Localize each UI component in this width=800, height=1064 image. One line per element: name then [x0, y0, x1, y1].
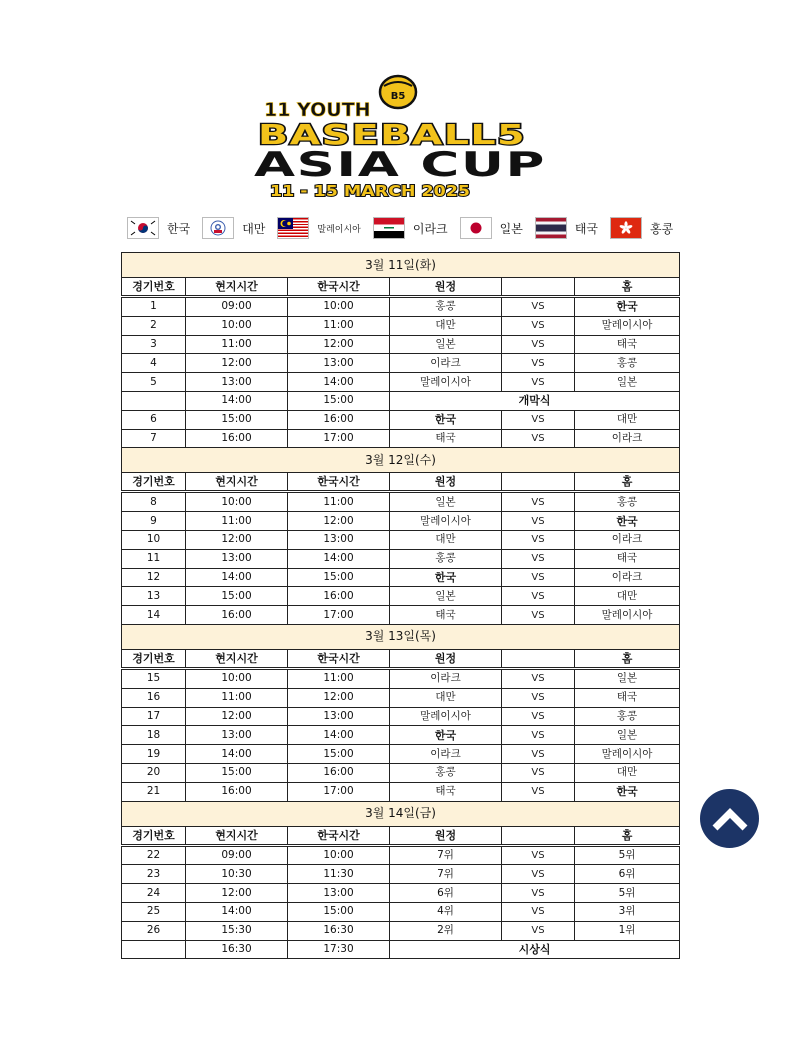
- legend-label: 일본: [499, 221, 523, 236]
- cell-away: 2위: [390, 921, 502, 940]
- cell-away: 이라크: [390, 745, 502, 764]
- event-logo: [248, 72, 553, 200]
- cell-home: 홍콩: [575, 492, 680, 512]
- legend-item-japan: [460, 217, 523, 239]
- day-header-row: [122, 801, 680, 826]
- cell-local: 12:00: [186, 884, 288, 903]
- chevron-up-icon: [712, 806, 748, 832]
- cell-away: 한국: [390, 568, 502, 587]
- game-row: [122, 865, 680, 884]
- cell-local: 10:30: [186, 865, 288, 884]
- cell-no: 6: [122, 410, 186, 429]
- legend-label: 대만: [242, 221, 266, 236]
- game-row: [122, 902, 680, 921]
- column-header-no: 경기번호: [122, 649, 186, 668]
- column-header-away: 원정: [390, 278, 502, 297]
- column-header-home: 홈: [575, 649, 680, 668]
- column-header-away: 원정: [390, 826, 502, 845]
- logo-badge: B5: [390, 91, 406, 102]
- cell-home: 일본: [575, 668, 680, 688]
- logo-line4: 11 - 15 MARCH 2025: [270, 182, 470, 200]
- cell-vs: VS: [502, 297, 575, 317]
- cell-local: 10:00: [186, 668, 288, 688]
- cell-vs: VS: [502, 668, 575, 688]
- japan-flag-icon: [460, 217, 492, 239]
- cell-local: 16:00: [186, 782, 288, 801]
- cell-home: 말레이시아: [575, 606, 680, 625]
- flag-legend: [127, 214, 687, 242]
- game-row: [122, 763, 680, 782]
- cell-home: 태국: [575, 549, 680, 568]
- cell-no: 5: [122, 373, 186, 392]
- cell-vs: VS: [502, 606, 575, 625]
- game-row: [122, 512, 680, 531]
- game-row: [122, 688, 680, 707]
- cell-local: 09:00: [186, 845, 288, 865]
- ball-icon: [380, 76, 416, 108]
- thailand-flag-icon: [535, 217, 567, 239]
- cell-no: 4: [122, 354, 186, 373]
- cell-away: 한국: [390, 726, 502, 745]
- column-header-row: [122, 278, 680, 297]
- cell-no: [122, 940, 186, 959]
- cell-vs: VS: [502, 884, 575, 903]
- legend-item-chinese-taipei: [202, 217, 265, 239]
- cell-local: 13:00: [186, 373, 288, 392]
- column-header-vs: [502, 278, 575, 297]
- cell-home: 말레이시아: [575, 745, 680, 764]
- cell-korea: 13:00: [288, 530, 390, 549]
- cell-no: 23: [122, 865, 186, 884]
- column-header-home: 홈: [575, 278, 680, 297]
- cell-korea: 11:30: [288, 865, 390, 884]
- column-header-vs: [502, 826, 575, 845]
- cell-home: 일본: [575, 726, 680, 745]
- game-row: [122, 745, 680, 764]
- cell-local: 16:00: [186, 606, 288, 625]
- day-header-row: [122, 253, 680, 278]
- cell-away: 일본: [390, 587, 502, 606]
- legend-label: 태국: [574, 221, 599, 236]
- game-row: [122, 316, 680, 335]
- cell-local: 09:00: [186, 297, 288, 317]
- cell-local: 16:00: [186, 429, 288, 448]
- game-row: [122, 354, 680, 373]
- cell-away: 태국: [390, 782, 502, 801]
- game-row: [122, 587, 680, 606]
- cell-local: 15:00: [186, 410, 288, 429]
- day-header-row: [122, 624, 680, 649]
- cell-no: 3: [122, 335, 186, 354]
- cell-no: 11: [122, 549, 186, 568]
- cell-away: 7위: [390, 845, 502, 865]
- cell-away: 태국: [390, 429, 502, 448]
- cell-home: 태국: [575, 688, 680, 707]
- cell-vs: VS: [502, 587, 575, 606]
- column-header-korea: 한국시간: [288, 649, 390, 668]
- cell-home: 이라크: [575, 568, 680, 587]
- cell-no: 14: [122, 606, 186, 625]
- column-header-vs: [502, 649, 575, 668]
- hong-kong-flag-icon: [610, 217, 642, 239]
- game-row: [122, 549, 680, 568]
- column-header-row: [122, 649, 680, 668]
- cell-home: 일본: [575, 373, 680, 392]
- game-row: [122, 606, 680, 625]
- cell-no: 12: [122, 568, 186, 587]
- cell-away: 7위: [390, 865, 502, 884]
- cell-vs: VS: [502, 782, 575, 801]
- cell-away: 일본: [390, 492, 502, 512]
- cell-home: 3위: [575, 902, 680, 921]
- game-row: [122, 845, 680, 865]
- column-header-no: 경기번호: [122, 826, 186, 845]
- cell-local: 14:00: [186, 902, 288, 921]
- game-row: [122, 921, 680, 940]
- column-header-korea: 한국시간: [288, 278, 390, 297]
- cell-vs: VS: [502, 763, 575, 782]
- cell-no: 18: [122, 726, 186, 745]
- game-row: [122, 492, 680, 512]
- cell-vs: VS: [502, 845, 575, 865]
- game-row: [122, 335, 680, 354]
- cell-vs: VS: [502, 410, 575, 429]
- legend-item-hong-kong: [610, 217, 673, 239]
- cell-home: 한국: [575, 782, 680, 801]
- column-header-row: [122, 826, 680, 845]
- cell-away: 홍콩: [390, 297, 502, 317]
- cell-no: 7: [122, 429, 186, 448]
- column-header-vs: [502, 473, 575, 492]
- column-header-local: 현지시간: [186, 278, 288, 297]
- cell-vs: VS: [502, 530, 575, 549]
- cell-local: 12:00: [186, 530, 288, 549]
- cell-no: 1: [122, 297, 186, 317]
- cell-korea: 16:00: [288, 587, 390, 606]
- legend-label: 이라크: [412, 221, 448, 236]
- cell-korea: 17:00: [288, 606, 390, 625]
- column-header-row: [122, 473, 680, 492]
- legend-label: 홍콩: [650, 221, 674, 236]
- cell-home: 대만: [575, 410, 680, 429]
- cell-korea: 15:00: [288, 391, 390, 410]
- cell-vs: VS: [502, 512, 575, 531]
- game-row: [122, 726, 680, 745]
- cell-home: 말레이시아: [575, 316, 680, 335]
- cell-korea: 17:30: [288, 940, 390, 959]
- cell-away: 태국: [390, 606, 502, 625]
- cell-local: 16:30: [186, 940, 288, 959]
- game-row: [122, 782, 680, 801]
- cell-no: 9: [122, 512, 186, 531]
- legend-label: 말레이시아: [317, 224, 361, 235]
- column-header-no: 경기번호: [122, 278, 186, 297]
- cell-away: 홍콩: [390, 763, 502, 782]
- cell-home: 한국: [575, 512, 680, 531]
- column-header-no: 경기번호: [122, 473, 186, 492]
- korea-flag-icon: [127, 217, 159, 239]
- cell-korea: 13:00: [288, 707, 390, 726]
- ceremony-row: [122, 940, 680, 959]
- legend-item-thailand: [535, 217, 598, 239]
- cell-korea: 16:30: [288, 921, 390, 940]
- cell-away: 4위: [390, 902, 502, 921]
- cell-local: 14:00: [186, 568, 288, 587]
- cell-korea: 11:00: [288, 316, 390, 335]
- day-title: 3월 13일(목): [122, 624, 680, 649]
- column-header-away: 원정: [390, 473, 502, 492]
- game-row: [122, 429, 680, 448]
- cell-local: 12:00: [186, 707, 288, 726]
- cell-vs: VS: [502, 429, 575, 448]
- day-title: 3월 11일(화): [122, 253, 680, 278]
- cell-no: 19: [122, 745, 186, 764]
- logo-line1: 11 YOUTH: [264, 99, 371, 121]
- cell-no: 21: [122, 782, 186, 801]
- cell-vs: VS: [502, 568, 575, 587]
- game-row: [122, 707, 680, 726]
- cell-no: 24: [122, 884, 186, 903]
- cell-no: 25: [122, 902, 186, 921]
- column-header-local: 현지시간: [186, 473, 288, 492]
- cell-local: 11:00: [186, 688, 288, 707]
- cell-away: 홍콩: [390, 549, 502, 568]
- cell-vs: VS: [502, 745, 575, 764]
- cell-korea: 17:00: [288, 429, 390, 448]
- column-header-home: 홈: [575, 826, 680, 845]
- cell-korea: 12:00: [288, 512, 390, 531]
- cell-local: 15:00: [186, 587, 288, 606]
- cell-home: 홍콩: [575, 354, 680, 373]
- cell-korea: 15:00: [288, 902, 390, 921]
- cell-vs: VS: [502, 492, 575, 512]
- cell-away: 일본: [390, 335, 502, 354]
- cell-vs: VS: [502, 549, 575, 568]
- cell-korea: 10:00: [288, 845, 390, 865]
- cell-local: 15:00: [186, 763, 288, 782]
- cell-no: 10: [122, 530, 186, 549]
- cell-local: 10:00: [186, 492, 288, 512]
- cell-no: 22: [122, 845, 186, 865]
- cell-home: 대만: [575, 763, 680, 782]
- cell-local: 12:00: [186, 354, 288, 373]
- cell-local: 10:00: [186, 316, 288, 335]
- cell-home: 5위: [575, 884, 680, 903]
- cell-away: 말레이시아: [390, 373, 502, 392]
- cell-away: 대만: [390, 316, 502, 335]
- cell-korea: 12:00: [288, 688, 390, 707]
- cell-korea: 11:00: [288, 668, 390, 688]
- cell-korea: 11:00: [288, 492, 390, 512]
- cell-local: 13:00: [186, 549, 288, 568]
- column-header-away: 원정: [390, 649, 502, 668]
- game-row: [122, 568, 680, 587]
- cell-korea: 14:00: [288, 549, 390, 568]
- cell-korea: 15:00: [288, 745, 390, 764]
- cell-vs: VS: [502, 902, 575, 921]
- column-header-home: 홈: [575, 473, 680, 492]
- cell-away: 대만: [390, 530, 502, 549]
- cell-no: [122, 391, 186, 410]
- cell-away: 이라크: [390, 354, 502, 373]
- cell-local: 11:00: [186, 335, 288, 354]
- cell-korea: 14:00: [288, 726, 390, 745]
- cell-home: 태국: [575, 335, 680, 354]
- cell-local: 14:00: [186, 391, 288, 410]
- game-row: [122, 373, 680, 392]
- malaysia-flag-icon: [277, 217, 309, 239]
- iraq-flag-icon: [373, 217, 405, 239]
- cell-away: 말레이시아: [390, 707, 502, 726]
- cell-no: 17: [122, 707, 186, 726]
- cell-away: 한국: [390, 410, 502, 429]
- cell-korea: 17:00: [288, 782, 390, 801]
- cell-no: 16: [122, 688, 186, 707]
- cell-local: 13:00: [186, 726, 288, 745]
- cell-local: 14:00: [186, 745, 288, 764]
- legend-item-korea: [127, 217, 190, 239]
- cell-no: 13: [122, 587, 186, 606]
- cell-away: 이라크: [390, 668, 502, 688]
- column-header-korea: 한국시간: [288, 473, 390, 492]
- cell-vs: VS: [502, 726, 575, 745]
- cell-home: 이라크: [575, 530, 680, 549]
- cell-vs: VS: [502, 688, 575, 707]
- column-header-local: 현지시간: [186, 649, 288, 668]
- schedule-table: [121, 252, 680, 959]
- cell-home: 6위: [575, 865, 680, 884]
- game-row: [122, 297, 680, 317]
- cell-no: 15: [122, 668, 186, 688]
- cell-local: 11:00: [186, 512, 288, 531]
- cell-korea: 16:00: [288, 763, 390, 782]
- ceremony-row: [122, 391, 680, 410]
- legend-label: 한국: [167, 221, 191, 236]
- game-row: [122, 530, 680, 549]
- cell-korea: 12:00: [288, 335, 390, 354]
- cell-away: 대만: [390, 688, 502, 707]
- cell-event: 시상식: [390, 940, 680, 959]
- cell-vs: VS: [502, 373, 575, 392]
- cell-korea: 14:00: [288, 373, 390, 392]
- logo-line2: BASEBALL5: [258, 118, 526, 151]
- cell-korea: 15:00: [288, 568, 390, 587]
- cell-vs: VS: [502, 707, 575, 726]
- cell-away: 말레이시아: [390, 512, 502, 531]
- cell-vs: VS: [502, 865, 575, 884]
- cell-vs: VS: [502, 335, 575, 354]
- game-row: [122, 884, 680, 903]
- day-title: 3월 14일(금): [122, 801, 680, 826]
- legend-item-malaysia: [277, 217, 360, 239]
- cell-local: 15:30: [186, 921, 288, 940]
- day-title: 3월 12일(수): [122, 448, 680, 473]
- cell-vs: VS: [502, 316, 575, 335]
- cell-away: 6위: [390, 884, 502, 903]
- cell-home: 1위: [575, 921, 680, 940]
- cell-home: 한국: [575, 297, 680, 317]
- cell-korea: 13:00: [288, 884, 390, 903]
- cell-korea: 13:00: [288, 354, 390, 373]
- cell-korea: 10:00: [288, 297, 390, 317]
- game-row: [122, 668, 680, 688]
- cell-home: 대만: [575, 587, 680, 606]
- cell-home: 5위: [575, 845, 680, 865]
- logo-line3: ASIA CUP: [254, 145, 546, 185]
- cell-vs: VS: [502, 354, 575, 373]
- scroll-to-top-button[interactable]: [700, 789, 759, 848]
- cell-korea: 16:00: [288, 410, 390, 429]
- cell-no: 8: [122, 492, 186, 512]
- cell-no: 26: [122, 921, 186, 940]
- cell-no: 20: [122, 763, 186, 782]
- cell-home: 이라크: [575, 429, 680, 448]
- cell-no: 2: [122, 316, 186, 335]
- column-header-local: 현지시간: [186, 826, 288, 845]
- cell-home: 홍콩: [575, 707, 680, 726]
- chinese-taipei-flag-icon: [202, 217, 234, 239]
- day-header-row: [122, 448, 680, 473]
- cell-vs: VS: [502, 921, 575, 940]
- legend-item-iraq: [373, 217, 448, 239]
- game-row: [122, 410, 680, 429]
- column-header-korea: 한국시간: [288, 826, 390, 845]
- cell-event: 개막식: [390, 391, 680, 410]
